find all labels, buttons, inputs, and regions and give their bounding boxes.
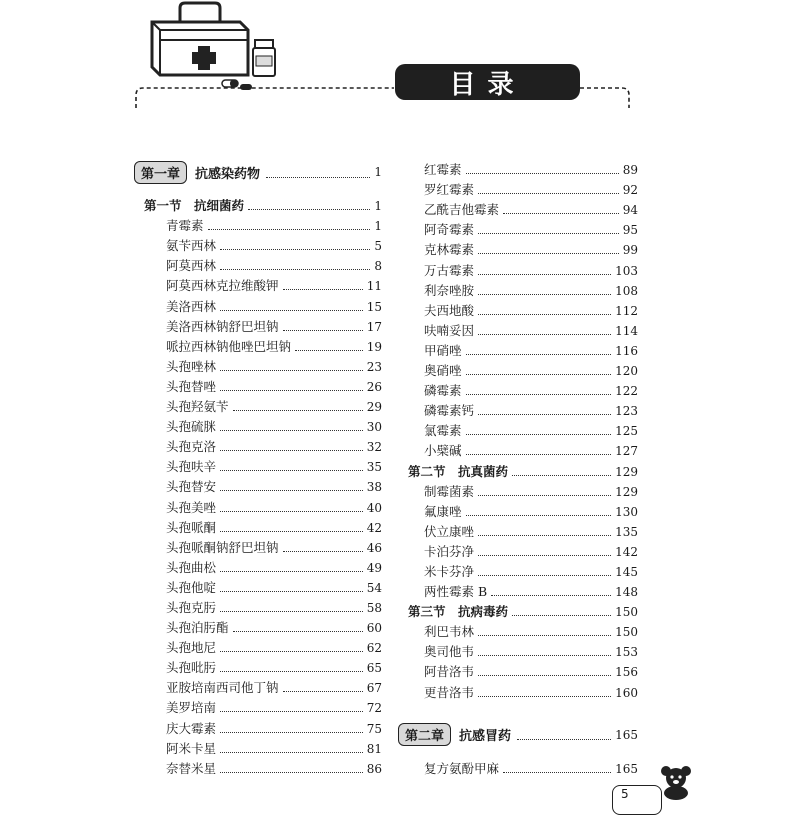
toc-entry-page: 54: [366, 580, 382, 595]
toc-entry: [134, 216, 382, 236]
toc-entry: [398, 341, 638, 361]
toc-entry: [398, 301, 638, 321]
toc-entry-label: 米卡芬净: [424, 563, 475, 579]
leader-dots: [503, 213, 619, 214]
toc-entry-label: 庆大霉素: [166, 720, 217, 736]
toc-entry: [398, 321, 638, 341]
toc-section-entry: [398, 602, 638, 622]
toc-entry-page: 1: [374, 219, 382, 234]
toc-entry-label: 第一节 抗细菌药: [144, 198, 245, 214]
toc-entry-page: 11: [366, 279, 382, 294]
leader-dots: [220, 370, 363, 371]
toc-entry: [398, 759, 638, 779]
toc-entry-page: 81: [366, 741, 382, 756]
toc-entry-label: 万古霉素: [424, 262, 475, 278]
toc-entry: [398, 281, 638, 301]
toc-entry-page: 75: [366, 721, 382, 736]
toc-list: [398, 759, 638, 779]
leader-dots: [220, 430, 363, 431]
leader-dots: [466, 374, 612, 375]
toc-entry-label: 头孢唑林: [166, 358, 217, 374]
toc-entry: [134, 618, 382, 638]
toc-entry: [134, 658, 382, 678]
toc-entry: [398, 662, 638, 682]
toc-entry-page: 165: [615, 761, 638, 776]
toc-entry: [398, 622, 638, 642]
toc-entry-page: 108: [615, 283, 638, 298]
toc-entry-page: 19: [366, 339, 382, 354]
toc-entry-page: 95: [622, 223, 638, 238]
toc-entry-page: 156: [615, 665, 638, 680]
toc-entry: [134, 457, 382, 477]
toc-entry-label: 更昔洛韦: [424, 684, 475, 700]
toc-entry-page: 122: [615, 384, 638, 399]
toc-entry-label: 第三节 抗病毒药: [408, 604, 509, 620]
toc-entry: [134, 518, 382, 538]
toc-entry: [134, 538, 382, 558]
toc-entry-page: 120: [615, 364, 638, 379]
leader-dots: [295, 350, 363, 351]
leader-dots: [512, 615, 611, 616]
toc-entry-page: 15: [366, 299, 382, 314]
toc-entry: [134, 417, 382, 437]
chapter-page: 1: [374, 165, 382, 179]
toc-entry: [134, 759, 382, 779]
toc-entry-label: 两性霉素 B: [424, 584, 488, 600]
toc-entry-page: 114: [615, 323, 638, 338]
toc-entry: [398, 562, 638, 582]
leader-dots: [233, 631, 363, 632]
leader-dots: [466, 394, 612, 395]
toc-entry: [134, 296, 382, 316]
leader-dots: [478, 535, 611, 536]
toc-right-column: [398, 160, 638, 779]
leader-dots: [466, 515, 612, 516]
toc-entry-page: 160: [615, 685, 638, 700]
leader-dots: [466, 173, 619, 174]
leader-dots: [478, 253, 619, 254]
toc-entry: [398, 220, 638, 240]
toc-entry-page: 35: [366, 460, 382, 475]
toc-entry-label: 头孢地尼: [166, 640, 217, 656]
leader-dots: [220, 470, 363, 471]
toc-entry-page: 153: [615, 645, 638, 660]
toc-entry-label: 头孢替安: [166, 479, 217, 495]
toc-entry-label: 头孢克肟: [166, 599, 217, 615]
toc-entry-page: 89: [622, 163, 638, 178]
toc-entry: [398, 582, 638, 602]
leader-dots: [220, 511, 363, 512]
toc-entry-page: 123: [615, 404, 638, 419]
toc-entry-label: 罗红霉素: [424, 182, 475, 198]
toc-entry-page: 127: [615, 444, 638, 459]
toc-entry: [134, 497, 382, 517]
toc-entry-label: 头孢硫脒: [166, 419, 217, 435]
toc-entry: [134, 638, 382, 658]
toc-entry-label: 克林霉素: [424, 242, 475, 258]
toc-list: [398, 160, 638, 703]
toc-entry-page: 148: [615, 585, 638, 600]
toc-entry-page: 29: [366, 400, 382, 415]
toc-entry-label: 红霉素: [424, 162, 462, 178]
toc-entry: [398, 682, 638, 702]
toc-entry: [134, 598, 382, 618]
leader-dots: [283, 330, 363, 331]
toc-entry-label: 头孢呋辛: [166, 459, 217, 475]
leader-dots: [478, 274, 611, 275]
toc-entry: [134, 437, 382, 457]
toc-entry: [134, 377, 382, 397]
leader-dots: [478, 696, 611, 697]
toc-entry-page: 135: [615, 524, 638, 539]
toc-entry: [134, 739, 382, 759]
toc-entry-page: 40: [366, 500, 382, 515]
toc-entry: [398, 401, 638, 421]
toc-entry: [398, 502, 638, 522]
leader-dots: [503, 772, 611, 773]
toc-entry-label: 头孢美唑: [166, 499, 217, 515]
toc-entry: [134, 578, 382, 598]
toc-entry-label: 亚胺培南西司他丁钠: [166, 680, 279, 696]
toc-entry-page: 30: [366, 420, 382, 435]
toc-entry-label: 夫西地酸: [424, 302, 475, 318]
leader-dots: [220, 651, 363, 652]
toc-entry-label: 阿莫西林: [166, 258, 217, 274]
leader-dots: [220, 450, 363, 451]
toc-entry-label: 头孢替唑: [166, 378, 217, 394]
leader-dots: [478, 233, 619, 234]
toc-entry: [134, 397, 382, 417]
toc-entry-page: 60: [366, 621, 382, 636]
toc-entry-page: 49: [366, 560, 382, 575]
toc-entry-page: 129: [615, 484, 638, 499]
toc-entry-label: 青霉素: [166, 218, 204, 234]
leader-dots: [220, 611, 363, 612]
toc-entry-page: 42: [366, 520, 382, 535]
toc-entry-label: 奈替米星: [166, 760, 217, 776]
chapter-tag: 第二章: [398, 723, 451, 746]
toc-entry-page: 94: [622, 203, 638, 218]
toc-entry-page: 17: [366, 319, 382, 334]
toc-entry: [398, 180, 638, 200]
leader-dots: [220, 711, 363, 712]
toc-entry: [398, 240, 638, 260]
leader-dots: [478, 294, 611, 295]
toc-entry-label: 磷霉素: [424, 383, 462, 399]
toc-entry-page: 145: [615, 564, 638, 579]
toc-entry: [134, 337, 382, 357]
toc-entry-page: 8: [374, 259, 382, 274]
toc-entry-label: 甲硝唑: [424, 342, 462, 358]
leader-dots: [233, 410, 363, 411]
toc-entry-label: 阿奇霉素: [424, 222, 475, 238]
toc-entry: [134, 256, 382, 276]
toc-entry-label: 复方氨酚甲麻: [424, 760, 500, 776]
toc-entry-label: 哌拉西林钠他唑巴坦钠: [166, 338, 292, 354]
leader-dots: [220, 269, 370, 270]
toc-entry: [398, 542, 638, 562]
toc-entry-label: 利巴韦林: [424, 624, 475, 640]
toc-entry-label: 头孢哌酮: [166, 519, 217, 535]
leader-dots: [478, 555, 611, 556]
toc-entry-label: 小檗碱: [424, 443, 462, 459]
toc-entry: [398, 642, 638, 662]
toc-entry-label: 奥司他韦: [424, 644, 475, 660]
toc-entry-page: 150: [615, 605, 638, 620]
toc-entry: [398, 441, 638, 461]
toc-entry-label: 头孢吡肟: [166, 660, 217, 676]
toc-entry-label: 氨苄西林: [166, 238, 217, 254]
toc-entry-label: 磷霉素钙: [424, 403, 475, 419]
toc-entry-label: 美洛西林: [166, 298, 217, 314]
leader-dots: [478, 675, 611, 676]
pill-bottle-icon: [253, 40, 275, 76]
toc-entry-label: 伏立康唑: [424, 523, 475, 539]
page-number: 5: [612, 785, 662, 815]
toc-entry: [398, 200, 638, 220]
leader-dots: [283, 691, 363, 692]
toc-entry: [134, 558, 382, 578]
toc-entry-page: 5: [374, 239, 382, 254]
leader-dots: [478, 334, 611, 335]
leader-dots: [478, 495, 611, 496]
toc-entry-page: 62: [366, 641, 382, 656]
toc-entry-label: 阿昔洛韦: [424, 664, 475, 680]
leader-dots: [266, 167, 370, 178]
toc-entry-label: 头孢哌酮钠舒巴坦钠: [166, 539, 279, 555]
toc-entry-page: 130: [615, 504, 638, 519]
toc-entry: [134, 698, 382, 718]
toc-entry-page: 125: [615, 424, 638, 439]
toc-entry: [134, 678, 382, 698]
toc-entry-label: 乙酰吉他霉素: [424, 202, 500, 218]
toc-entry-page: 72: [366, 701, 382, 716]
leader-dots: [466, 354, 612, 355]
toc-entry-label: 卡泊芬净: [424, 543, 475, 559]
chapter-tag: 第一章: [134, 161, 187, 184]
leader-dots: [478, 414, 611, 415]
leader-dots: [220, 772, 363, 773]
chapter-name: 抗感染药物: [195, 166, 261, 182]
leader-dots: [478, 575, 611, 576]
toc-entry-label: 氯霉素: [424, 423, 462, 439]
toc-entry-label: 美罗培南: [166, 700, 217, 716]
toc-entry: [134, 236, 382, 256]
toc-entry: [134, 477, 382, 497]
toc-entry-label: 头孢泊肟酯: [166, 620, 229, 636]
toc-entry: [134, 357, 382, 377]
chapter-page: 165: [615, 727, 638, 742]
toc-entry-label: 头孢他啶: [166, 579, 217, 595]
leader-dots: [478, 655, 611, 656]
page-title: 目录: [395, 64, 580, 100]
toc-entry-page: 46: [366, 540, 382, 555]
leader-dots: [478, 314, 611, 315]
toc-entry: [398, 160, 638, 180]
leader-dots: [220, 390, 363, 391]
toc-entry-page: 1: [374, 199, 382, 214]
toc-entry-page: 129: [615, 464, 638, 479]
leader-dots: [478, 193, 619, 194]
leader-dots: [466, 434, 612, 435]
toc-entry-page: 26: [366, 379, 382, 394]
toc-entry-label: 头孢曲松: [166, 559, 217, 575]
toc-entry-label: 头孢克洛: [166, 439, 217, 455]
toc-section-entry: [398, 461, 638, 481]
toc-entry: [398, 522, 638, 542]
toc-entry: [134, 718, 382, 738]
leader-dots: [466, 454, 612, 455]
toc-entry-label: 氟康唑: [424, 503, 462, 519]
toc-entry-page: 58: [366, 600, 382, 615]
leader-dots: [517, 729, 611, 740]
chapter-heading: [134, 160, 382, 184]
leader-dots: [208, 229, 371, 230]
toc-entry-page: 38: [366, 480, 382, 495]
toc-entry-label: 阿米卡星: [166, 740, 217, 756]
leader-dots: [248, 209, 370, 210]
toc-entry-page: 67: [366, 681, 382, 696]
leader-dots: [283, 289, 363, 290]
leader-dots: [220, 732, 363, 733]
leader-dots: [220, 752, 363, 753]
toc-entry-label: 呋喃妥因: [424, 322, 475, 338]
toc-entry: [134, 276, 382, 296]
leader-dots: [491, 595, 611, 596]
toc-entry-page: 103: [615, 263, 638, 278]
toc-entry-page: 32: [366, 440, 382, 455]
toc-entry-label: 阿莫西林克拉维酸钾: [166, 278, 279, 294]
toc-entry: [398, 381, 638, 401]
toc-entry-page: 112: [615, 303, 638, 318]
toc-entry: [134, 317, 382, 337]
leader-dots: [220, 310, 363, 311]
toc-section-entry: [134, 196, 382, 216]
chapter-name: 抗感冒药: [459, 729, 512, 745]
toc-entry-label: 第二节 抗真菌药: [408, 463, 509, 479]
toc-entry-page: 150: [615, 625, 638, 640]
toc-entry-page: 65: [366, 661, 382, 676]
toc-entry-label: 头孢羟氨苄: [166, 399, 229, 415]
leader-dots: [283, 551, 363, 552]
toc-list: [134, 196, 382, 779]
toc-entry-page: 23: [366, 359, 382, 374]
leader-dots: [220, 531, 363, 532]
leader-dots: [220, 249, 370, 250]
leader-dots: [478, 635, 611, 636]
toc-entry-page: 92: [622, 183, 638, 198]
toc-entry-page: 86: [366, 761, 382, 776]
toc-entry-label: 奥硝唑: [424, 363, 462, 379]
toc-entry-page: 142: [615, 544, 638, 559]
leader-dots: [220, 571, 363, 572]
teddy-bear-icon: [656, 762, 696, 800]
leader-dots: [220, 671, 363, 672]
chapter-heading: [398, 723, 638, 747]
leader-dots: [220, 591, 363, 592]
toc-entry-page: 99: [622, 243, 638, 258]
leader-dots: [220, 490, 363, 491]
toc-entry-label: 制霉菌素: [424, 483, 475, 499]
toc-left-column: [134, 160, 382, 779]
leader-dots: [512, 475, 611, 476]
toc-entry: [398, 482, 638, 502]
toc-entry: [398, 260, 638, 280]
toc-entry-label: 美洛西林钠舒巴坦钠: [166, 318, 279, 334]
toc-entry: [398, 361, 638, 381]
toc-entry: [398, 421, 638, 441]
toc-entry-page: 116: [615, 343, 638, 358]
toc-entry-label: 利奈唑胺: [424, 282, 475, 298]
